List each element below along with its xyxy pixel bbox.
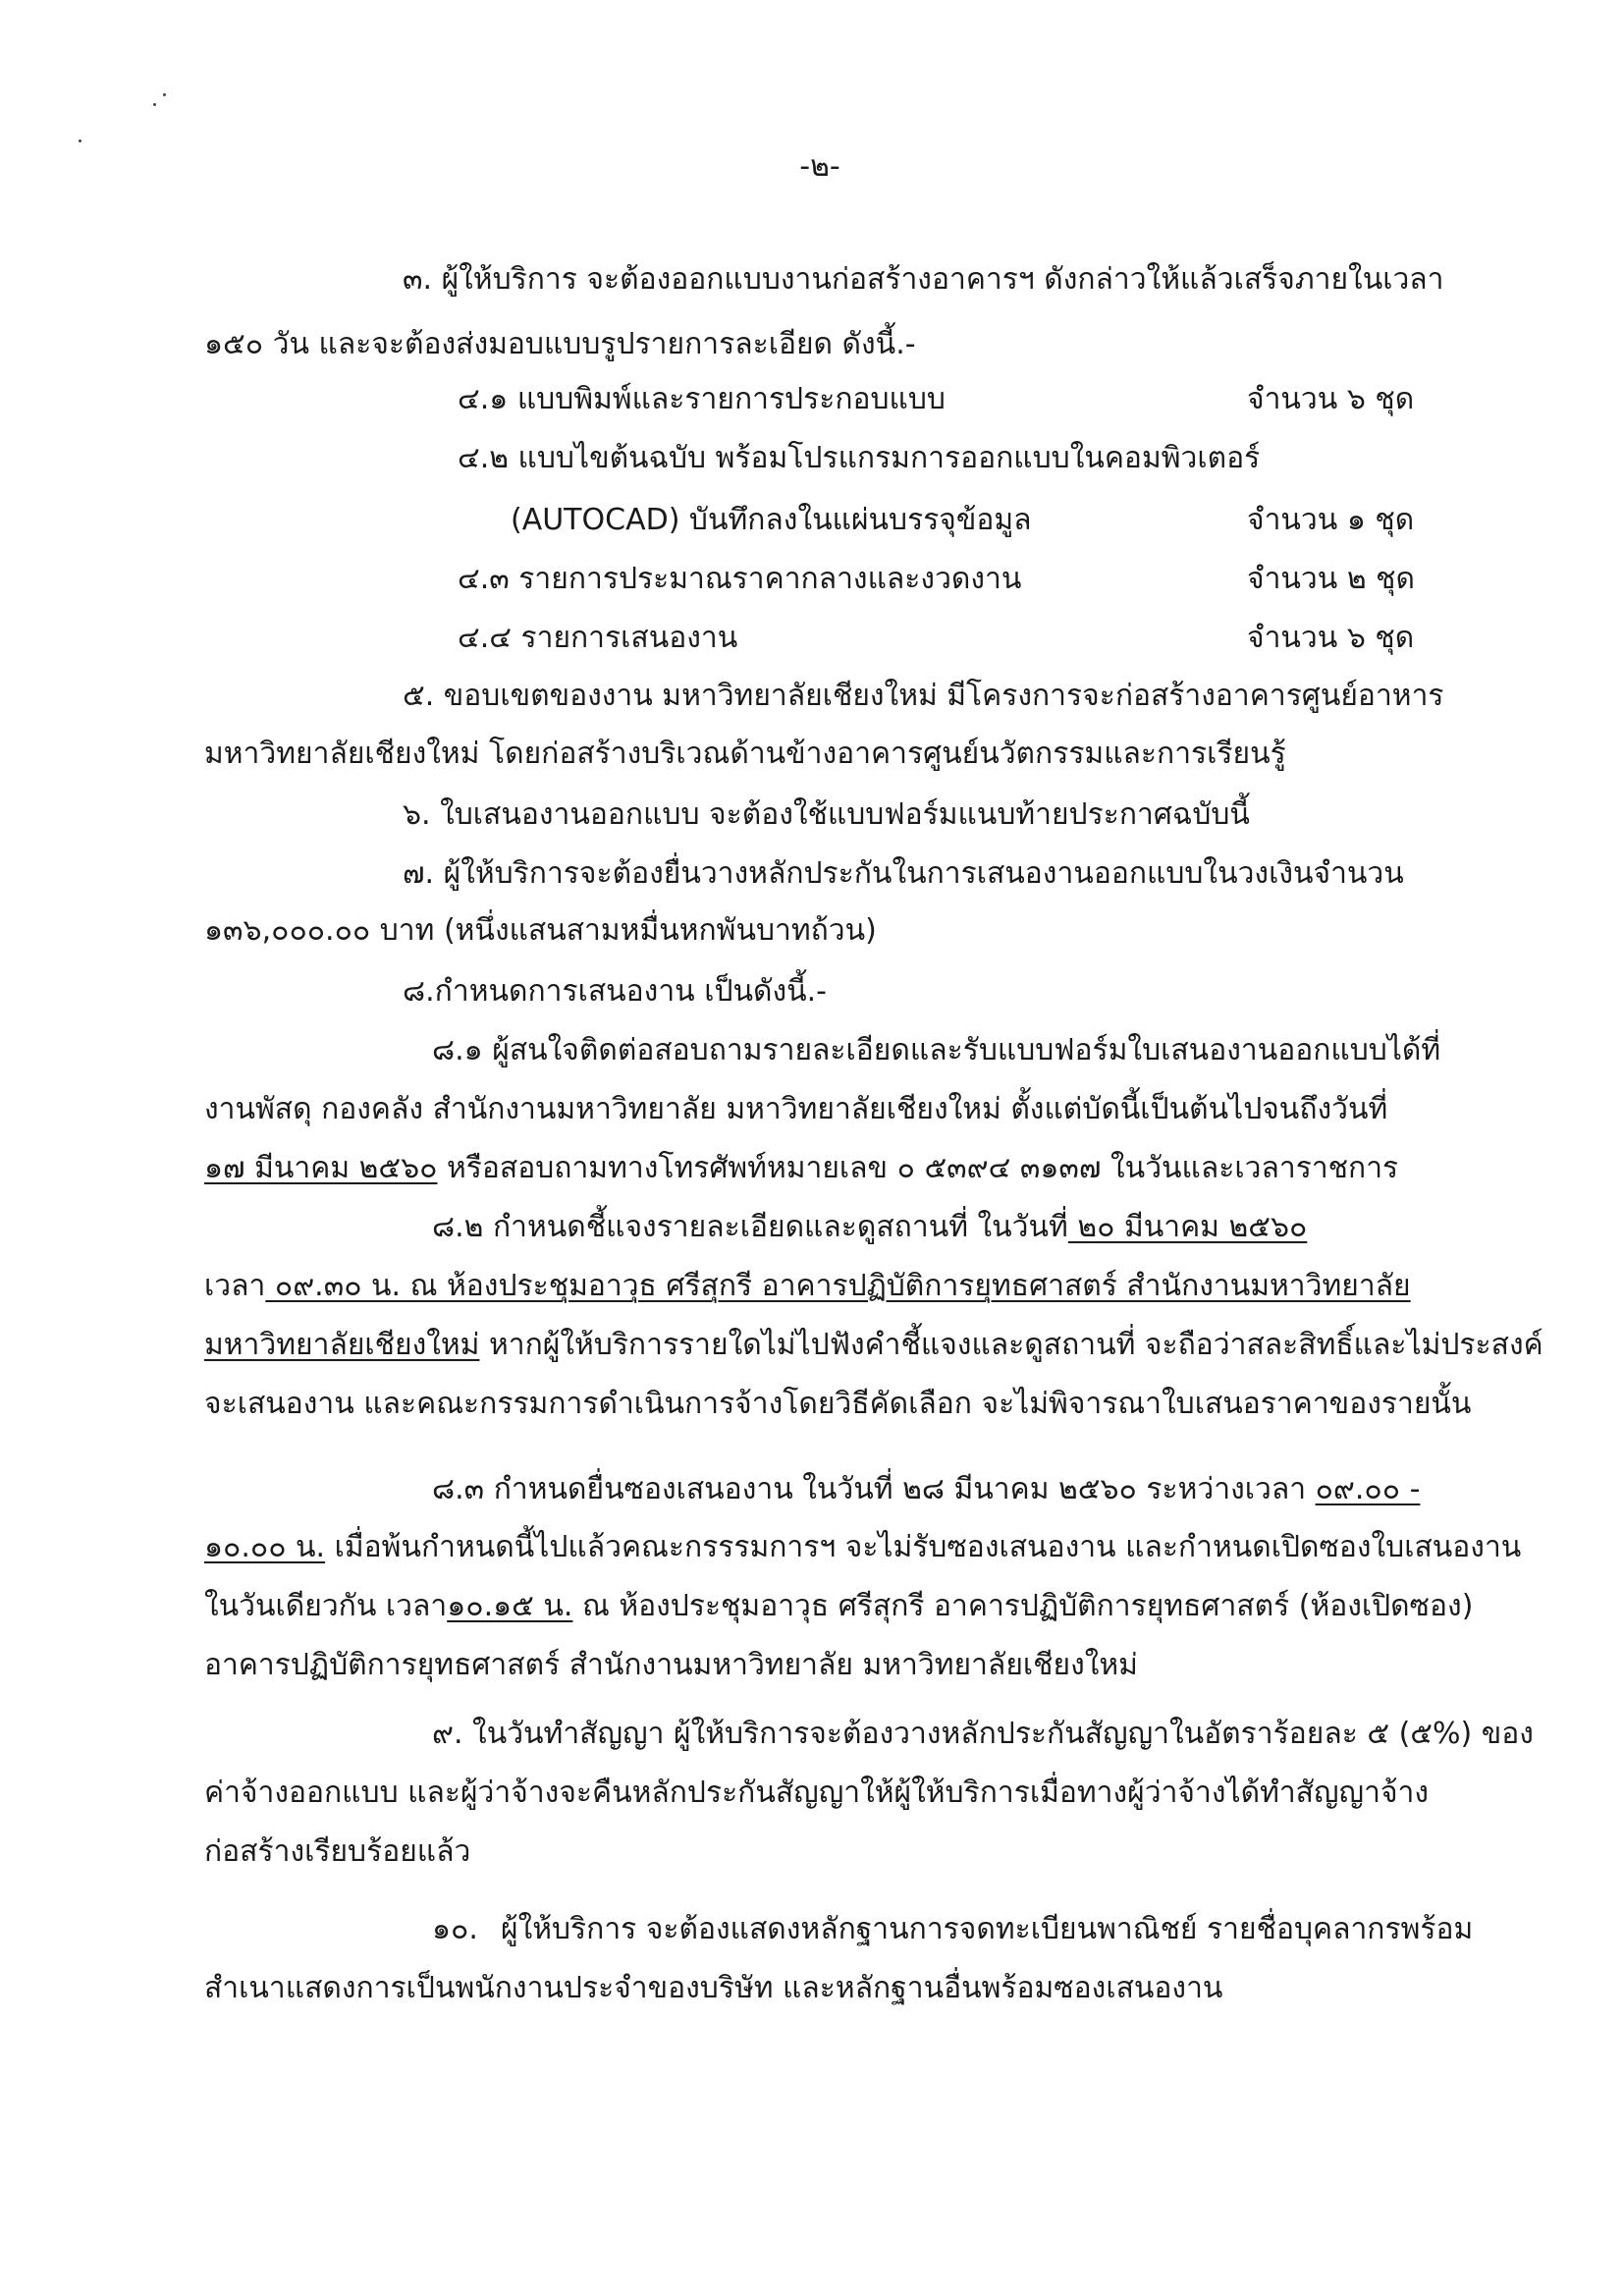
university-name: มหาวิทยาลัยเชียงใหม่: [204, 1328, 480, 1362]
subitem-8-2-line-4: จะเสนองาน และคณะกรรมการดำเนินการจ้างโดยวิธีคัดเลือก จะไม่พิจารณาใบเสนอราคาของรายนั้น: [204, 1387, 1472, 1421]
subitem-8-3-line-1: [432, 1470, 1420, 1509]
item-7-line-2: ๑๓๖,๐๐๐.๐๐ บาท (หนึ่งแสนสามหมื่นหกพันบาทถ้วน): [204, 913, 877, 948]
opening-time: ๑๐.๑๕ น.: [447, 1589, 573, 1623]
item-9-line-1: ๙. ในวันทำสัญญา ผู้ให้บริการจะต้องวางหลักประกันสัญญาในอัตราร้อยละ ๕ (๕%) ของ: [432, 1717, 1534, 1751]
time-label: เวลา: [204, 1269, 266, 1303]
opening-venue: ณ ห้องประชุมอาวุธ ศรีสุกรี อาคารปฏิบัติการยุทธศาสตร์ (ห้องเปิดซอง): [572, 1589, 1474, 1623]
item-5-line-2: มหาวิทยาลัยเชียงใหม่ โดยก่อสร้างบริเวณด้านข้างอาคารศูนย์นวัตกรรมและการเรียนรู้: [204, 737, 1286, 771]
scan-speck: [79, 139, 81, 142]
scan-speck: [163, 93, 166, 96]
subitem-8-2-line-1: [432, 1208, 1307, 1247]
item-3-line-1: ๓. ผู้ให้บริการ จะต้องออกแบบงานก่อสร้างอาคารฯ ดังกล่าวให้แล้วเสร็จภายในเวลา: [403, 262, 1444, 297]
phone-inquiry: หรือสอบถามทางโทรศัพท์หมายเลข ๐ ๕๓๙๔ ๓๑๓๗ ในวันและเวลาราชการ: [437, 1151, 1399, 1185]
briefing-date: ๒๐ มีนาคม ๒๕๖๐: [1067, 1210, 1308, 1244]
page-number: -๒-: [799, 149, 840, 184]
subitem-4-4-qty: จำนวน ๖ ชุด: [1247, 621, 1415, 655]
subitem-8-2-line-3: [204, 1326, 1543, 1365]
item-5-line-1: ๕. ขอบเขตของงาน มหาวิทยาลัยเชียงใหม่ มีโครงการจะก่อสร้างอาคารศูนย์อาหาร: [403, 679, 1444, 713]
subitem-4-1-label: ๔.๑ แบบพิมพ์และรายการประกอบแบบ: [458, 382, 946, 416]
subitem-4-1-qty: จำนวน ๖ ชุด: [1247, 382, 1415, 416]
item-3-line-2: ๑๕๐ วัน และจะต้องส่งมอบแบบรูปรายการละเอียด ดังนี้.-: [204, 327, 916, 361]
opening-label: ในวันเดียวกัน เวลา: [204, 1589, 448, 1623]
item-6: ๖. ใบเสนองานออกแบบ จะต้องใช้แบบฟอร์มแนบท้ายประกาศฉบับนี้: [403, 797, 1250, 832]
subitem-8-2-line-2: [204, 1267, 1411, 1306]
item-9-line-3: ก่อสร้างเรียบร้อยแล้ว: [204, 1834, 471, 1869]
item-9-line-2: ค่าจ้างออกแบบ และผู้ว่าจ้างจะคืนหลักประกันสัญญาให้ผู้ให้บริการเมื่อทางผู้ว่าจ้างได้ทำสัญญาจ้าง: [204, 1776, 1430, 1810]
subitem-8-1-line-2: งานพัสดุ กองคลัง สำนักงานมหาวิทยาลัย มหาวิทยาลัยเชียงใหม่ ตั้งแต่บัดนี้เป็นต้นไปจนถึงวันที่: [204, 1092, 1388, 1126]
subitem-4-3-label: ๔.๓ รายการประมาณราคากลางและงวดงาน: [458, 562, 1022, 596]
subitem-8-1-line-3: [204, 1149, 1398, 1188]
item-10-line-1: ผู้ให้บริการ จะต้องแสดงหลักฐานการจดทะเบียนพาณิชย์ รายชื่อบุคลากรพร้อม: [501, 1912, 1474, 1946]
subitem-4-4-label: ๔.๔ รายการเสนองาน: [458, 621, 738, 655]
submission-start-time: ๐๙.๐๐ -: [1315, 1472, 1421, 1506]
subitem-8-3-line-3: [204, 1587, 1473, 1626]
item-8: ๘.กำหนดการเสนองาน เป็นดังนี้.-: [403, 974, 828, 1009]
subitem-4-2-label: (AUTOCAD) บันทึกลงในแผ่นบรรจุข้อมูล: [511, 503, 1032, 537]
subitem-8-3-line-4: อาคารปฏิบัติการยุทธศาสตร์ สำนักงานมหาวิทยาลัย มหาวิทยาลัยเชียงใหม่: [204, 1648, 1138, 1682]
subitem-4-2-qty: จำนวน ๑ ชุด: [1247, 503, 1415, 537]
subitem-8-3-line-2: [204, 1528, 1521, 1567]
submission-notice: เมื่อพ้นกำหนดนี้ไปแล้วคณะกรรรมการฯ จะไม่รับซองเสนองาน และกำหนดเปิดซองใบเสนองาน: [325, 1530, 1522, 1564]
subitem-8-1-line-1: ๘.๑ ผู้สนใจติดต่อสอบถามรายละเอียดและรับแบบฟอร์มใบเสนองานออกแบบได้ที่: [432, 1033, 1441, 1067]
briefing-venue: ๐๙.๓๐ น. ณ ห้องประชุมอาวุธ ศรีสุกรี อาคารปฏิบัติการยุทธศาสตร์ สำนักงานมหาวิทยาลัย: [265, 1269, 1411, 1303]
forfeit-notice: หากผู้ให้บริการรายใดไม่ไปฟังคำชี้แจงและดูสถานที่ จะถือว่าสละสิทธิ์และไม่ประสงค์: [479, 1328, 1543, 1362]
submission-end-time: ๑๐.๐๐ น.: [204, 1530, 326, 1564]
subitem-4-2-line-1: ๔.๒ แบบไขต้นฉบับ พร้อมโปรแกรมการออกแบบในคอมพิวเตอร์: [458, 441, 1261, 475]
subitem-4-3-qty: จำนวน ๒ ชุด: [1247, 562, 1415, 596]
item-7-line-1: ๗. ผู้ให้บริการจะต้องยื่นวางหลักประกันในการเสนองานออกแบบในวงเงินจำนวน: [403, 856, 1404, 891]
item-10-line-2: สำเนาแสดงการเป็นพนักงานประจำของบริษัท และหลักฐานอื่นพร้อมซองเสนองาน: [204, 1971, 1223, 2005]
item-10-number: ๑๐.: [432, 1912, 478, 1946]
scan-speck: [153, 103, 156, 106]
briefing-label: ๘.๒ กำหนดชี้แจงรายละเอียดและดูสถานที่ ในวันที่: [432, 1210, 1068, 1244]
submission-label: ๘.๓ กำหนดยื่นซองเสนองาน ในวันที่ ๒๘ มีนาคม ๒๕๖๐ ระหว่างเวลา: [432, 1472, 1316, 1506]
deadline-date: ๑๗ มีนาคม ๒๕๖๐: [204, 1151, 438, 1185]
